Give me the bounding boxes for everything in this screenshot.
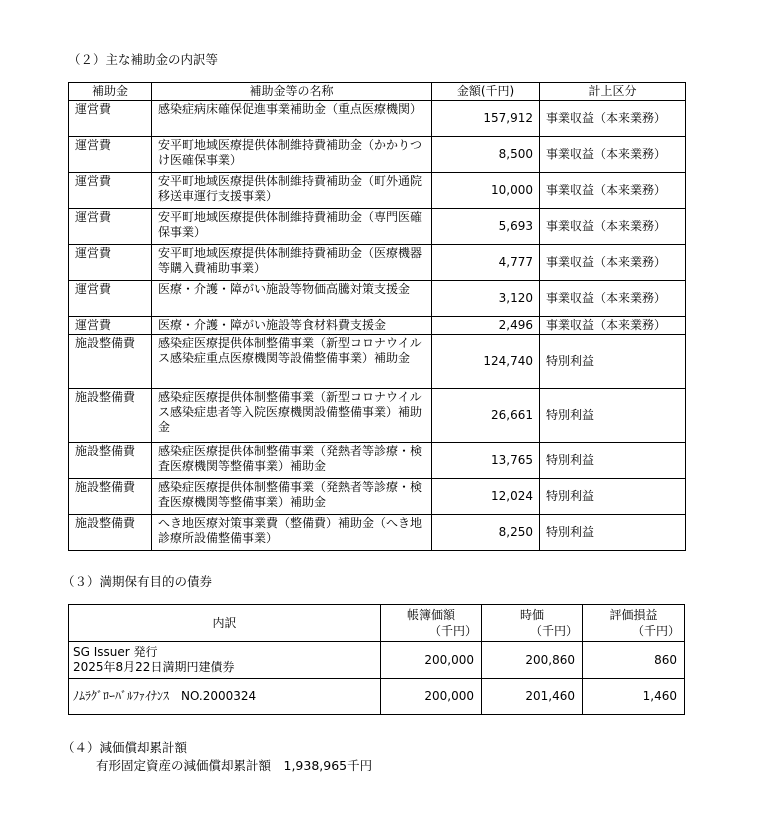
- bond-valuation: 860: [583, 642, 685, 679]
- bond-valuation: 1,460: [583, 679, 685, 715]
- unit-label: （千円）: [428, 624, 477, 638]
- bond-market-value: 200,860: [482, 642, 583, 679]
- table-row: [69, 389, 686, 443]
- row-account: 事業収益（本来業務）: [540, 173, 686, 209]
- row-category: 施設整備費: [69, 389, 152, 443]
- header-category: 補助金: [69, 83, 152, 101]
- header-book-value-label: 帳簿価額: [406, 608, 455, 622]
- row-account: 事業収益（本来業務）: [540, 137, 686, 173]
- section4-title: （４）減価償却累計額: [62, 740, 188, 755]
- row-amount: 26,661: [432, 389, 540, 443]
- row-category: 施設整備費: [69, 515, 152, 551]
- row-category: 運営費: [69, 281, 152, 317]
- row-account: 事業収益（本来業務）: [540, 209, 686, 245]
- bond-book-value: 200,000: [381, 642, 482, 679]
- row-category: 施設整備費: [69, 335, 152, 389]
- bond-description: 2025年8月22日満期円建債券: [73, 660, 235, 674]
- header-amount: 金額(千円): [432, 83, 540, 101]
- header-book-value: [381, 605, 482, 642]
- row-category: 運営費: [69, 317, 152, 335]
- unit-label: （千円）: [631, 624, 680, 638]
- row-category: 施設整備費: [69, 443, 152, 479]
- header-item: 内訳: [69, 605, 381, 642]
- row-category: 運営費: [69, 245, 152, 281]
- row-amount: 157,912: [432, 101, 540, 137]
- row-amount: 10,000: [432, 173, 540, 209]
- table-row: [69, 137, 686, 173]
- table-row: [69, 479, 686, 515]
- header-account: 計上区分: [540, 83, 686, 101]
- row-name: 感染症医療提供体制整備事業（発熱者等診療・検査医療機関等整備事業）補助金: [152, 443, 432, 479]
- row-category: 運営費: [69, 137, 152, 173]
- row-account: 事業収益（本来業務）: [540, 281, 686, 317]
- depreciation-line: 有形固定資産の減価償却累計額 1,938,965千円: [96, 758, 373, 773]
- row-account: 特別利益: [540, 389, 686, 443]
- row-amount: 8,250: [432, 515, 540, 551]
- row-name: 医療・介護・障がい施設等物価高騰対策支援金: [152, 281, 432, 317]
- row-name: 感染症病床確保促進事業補助金（重点医療機関）: [152, 101, 432, 137]
- section2-title: （２）主な補助金の内訳等: [68, 52, 219, 67]
- table-row: [69, 173, 686, 209]
- header-market-value: [482, 605, 583, 642]
- row-category: 運営費: [69, 209, 152, 245]
- row-amount: 13,765: [432, 443, 540, 479]
- header-market-value-label: 時価: [519, 608, 544, 622]
- table-row: [69, 515, 686, 551]
- row-name: 医療・介護・障がい施設等食材料費支援金: [152, 317, 432, 335]
- unit-label: （千円）: [529, 624, 578, 638]
- row-name: 感染症医療提供体制整備事業（新型コロナウイルス感染症重点医療機関等設備整備事業）補助金: [152, 335, 432, 389]
- table-row: [69, 209, 686, 245]
- table-row: [69, 443, 686, 479]
- bond-issuer: SG Issuer 発行: [73, 645, 158, 659]
- row-amount: 8,500: [432, 137, 540, 173]
- row-name: 安平町地域医療提供体制維持費補助金（町外通院移送車運行支援事業）: [152, 173, 432, 209]
- row-name: 安平町地域医療提供体制維持費補助金（専門医確保事業）: [152, 209, 432, 245]
- bond-table: [68, 604, 685, 715]
- row-account: 特別利益: [540, 335, 686, 389]
- row-account: 事業収益（本来業務）: [540, 317, 686, 335]
- row-category: 運営費: [69, 173, 152, 209]
- row-name: 感染症医療提供体制整備事業（新型コロナウイルス感染症患者等入院医療機関設備整備事業）補助金: [152, 389, 432, 443]
- table-row: [69, 679, 685, 715]
- bond-book-value: 200,000: [381, 679, 482, 715]
- header-name: 補助金等の名称: [152, 83, 432, 101]
- table-row: [69, 245, 686, 281]
- table-row: [69, 317, 686, 335]
- bond-item: [69, 679, 381, 715]
- section3-title: （３）満期保有目的の債券: [62, 574, 213, 589]
- bond-item: [69, 642, 381, 679]
- bond-market-value: 201,460: [482, 679, 583, 715]
- row-amount: 3,120: [432, 281, 540, 317]
- row-amount: 124,740: [432, 335, 540, 389]
- header-valuation: [583, 605, 685, 642]
- table-row: [69, 335, 686, 389]
- subsidy-table: [68, 82, 686, 551]
- row-name: 安平町地域医療提供体制維持費補助金（医療機器等購入費補助事業）: [152, 245, 432, 281]
- row-amount: 12,024: [432, 479, 540, 515]
- row-name: 安平町地域医療提供体制維持費補助金（かかりつけ医確保事業）: [152, 137, 432, 173]
- row-amount: 4,777: [432, 245, 540, 281]
- row-name: 感染症医療提供体制整備事業（発熱者等診療・検査医療機関等整備事業）補助金: [152, 479, 432, 515]
- row-name: へき地医療対策事業費（整備費）補助金（へき地診療所設備整備事業）: [152, 515, 432, 551]
- table-row: [69, 642, 685, 679]
- row-account: 事業収益（本来業務）: [540, 245, 686, 281]
- row-account: 事業収益（本来業務）: [540, 101, 686, 137]
- row-amount: 5,693: [432, 209, 540, 245]
- bond-issuer: ﾉﾑﾗｸﾞﾛｰﾊﾞﾙﾌｧｲﾅﾝｽ NO.2000324: [73, 689, 257, 703]
- table-row: [69, 101, 686, 137]
- row-account: 特別利益: [540, 479, 686, 515]
- header-valuation-label: 評価損益: [609, 608, 658, 622]
- row-category: 運営費: [69, 101, 152, 137]
- table-row: [69, 281, 686, 317]
- row-category: 施設整備費: [69, 479, 152, 515]
- row-amount: 2,496: [432, 317, 540, 335]
- row-account: 特別利益: [540, 443, 686, 479]
- row-account: 特別利益: [540, 515, 686, 551]
